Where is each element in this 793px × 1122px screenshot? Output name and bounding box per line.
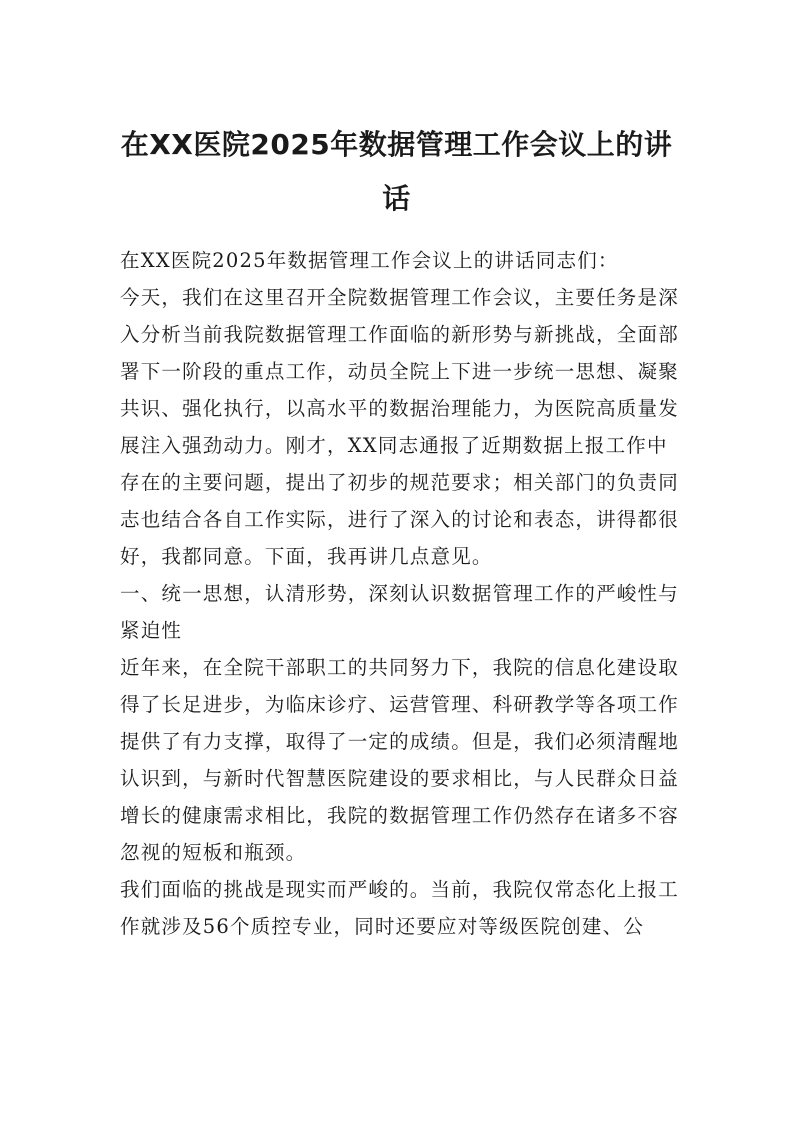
salutation-paragraph: 在XX医院2025年数据管理工作会议上的讲话同志们： <box>120 249 619 272</box>
intro-paragraph: 今天，我们在这里召开全院数据管理工作会议，主要任务是深入分析当前我院数据管理工作面临的新形势与新挑战，全面部署下一阶段的重点工作，动员全院上下进一步统一思想、凝聚共识、强化执行，以高水平的数据治理能力，为医院高质量发展注入强劲动力。刚才，XX同志通报了近期数据上报工作中存在的主要问题，提出了初步的规范要求；相关部门的负责同志也结合各自工作实际，进行了深入的讨论和表态，讲得都很好，我都同意。下面，我再讲几点意见。 <box>120 286 679 568</box>
body-paragraph: 近年来，在全院干部职工的共同努力下，我院的信息化建设取得了长足进步，为临床诊疗、运营管理、科研教学等各项工作提供了有力支撑，取得了一定的成绩。但是，我们必须清醒地认识到，与新时代智慧医院建设的要求相比，与人民群众日益增长的健康需求相比，我院的数据管理工作仍然存在诸多不容忽视的短板和瓶颈。 <box>120 656 679 864</box>
title-line-1: 在XX医院2025年数据管理工作会议上的讲 <box>120 128 673 161</box>
title-line-2: 话 <box>382 182 411 215</box>
document-title <box>110 118 683 226</box>
body-paragraph: 我们面临的挑战是现实而严峻的。当前，我院仅常态化上报工作就涉及56个质控专业，同时还要应对等级医院创建、公 <box>120 878 679 938</box>
section-heading-1: 一、统一思想，认清形势，深刻认识数据管理工作的严峻性与紧迫性 <box>120 582 679 642</box>
document-body <box>120 242 680 945</box>
